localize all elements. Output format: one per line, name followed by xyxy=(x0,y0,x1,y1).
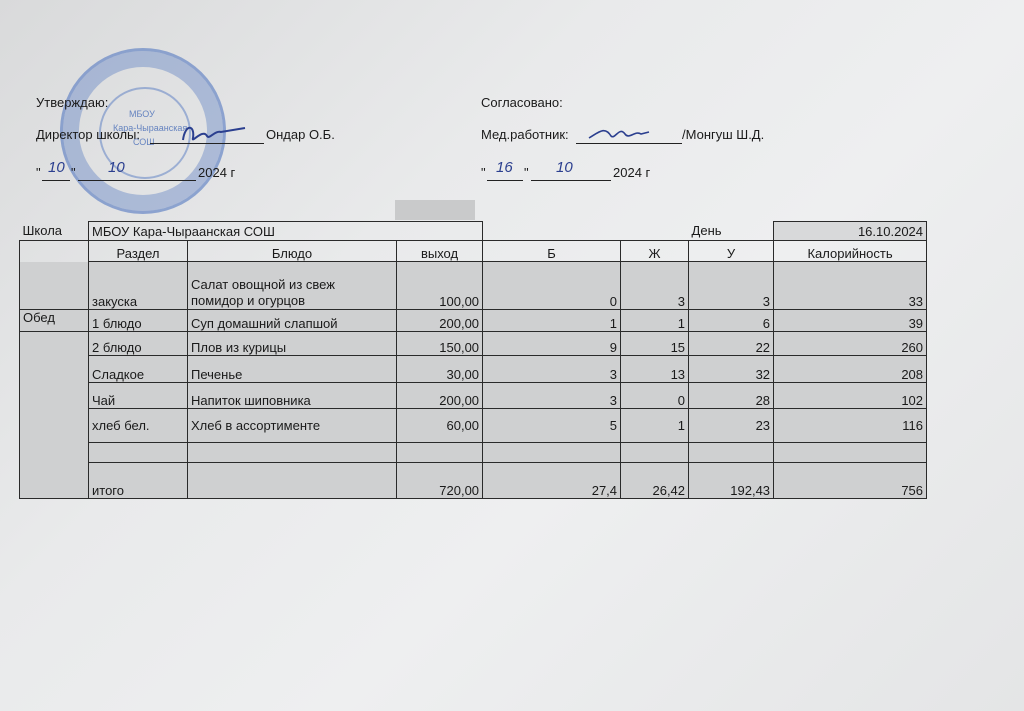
meal-label: Обед xyxy=(20,310,89,332)
table-row xyxy=(20,409,927,443)
row-carbs: 28 xyxy=(689,383,774,409)
row-calories: 116 xyxy=(774,409,927,443)
row-yield: 30,00 xyxy=(397,356,483,383)
spacer-cell xyxy=(397,262,483,274)
right-date-quote-open: " xyxy=(481,165,486,180)
director-role: Директор школы: xyxy=(36,127,140,142)
stamp-line-1: МБОУ xyxy=(129,109,155,119)
director-name: Ондар О.Б. xyxy=(266,127,335,142)
row-dish: Печенье xyxy=(188,356,397,383)
row-section: Сладкое xyxy=(89,356,188,383)
row-dish: Плов из курицы xyxy=(188,332,397,356)
row-carbs: 32 xyxy=(689,356,774,383)
total-carbs: 192,43 xyxy=(689,463,774,499)
row-section: 1 блюдо xyxy=(89,310,188,332)
row-protein: 3 xyxy=(483,383,621,409)
table-row xyxy=(20,332,927,356)
stamp-line-2: Кара-Чыраанская xyxy=(113,123,188,133)
row-protein: 1 xyxy=(483,310,621,332)
row-fat: 0 xyxy=(621,383,689,409)
day-label: День xyxy=(691,223,722,239)
empty-cell xyxy=(689,443,774,463)
row-calories: 33 xyxy=(774,274,927,310)
row-carbs: 23 xyxy=(689,409,774,443)
empty-cell xyxy=(774,443,927,463)
row-carbs: 22 xyxy=(689,332,774,356)
row-yield: 200,00 xyxy=(397,310,483,332)
meal-cell xyxy=(20,443,89,463)
spacer-cell xyxy=(483,262,621,274)
total-fat: 26,42 xyxy=(621,463,689,499)
meal-cell xyxy=(20,274,89,310)
left-date-month-line xyxy=(78,180,196,181)
medic-name: /Монгуш Ш.Д. xyxy=(682,127,765,142)
meal-cell xyxy=(20,332,89,356)
row-dish: Суп домашний слапшой xyxy=(188,310,397,332)
table-row xyxy=(20,383,927,409)
left-date-month: 10 xyxy=(108,159,125,176)
menu-table xyxy=(19,221,927,499)
col-header-dish: Блюдо xyxy=(188,241,397,262)
total-row xyxy=(20,463,927,499)
empty-cell xyxy=(188,443,397,463)
row-dish xyxy=(188,274,397,310)
spacer-cell xyxy=(621,262,689,274)
meal-cell-top xyxy=(20,262,89,274)
left-date-year: 2024 г xyxy=(198,165,236,180)
row-protein: 3 xyxy=(483,356,621,383)
row-section: Чай xyxy=(89,383,188,409)
row-section: 2 блюдо xyxy=(89,332,188,356)
col-header-section: Раздел xyxy=(89,241,188,262)
spacer-row xyxy=(20,262,927,274)
row-dish: Хлеб в ассортименте xyxy=(188,409,397,443)
school-name: МБОУ Кара-Чыраанская СОШ xyxy=(89,222,483,241)
row-protein: 0 xyxy=(483,274,621,310)
school-row xyxy=(20,222,927,241)
row-yield: 150,00 xyxy=(397,332,483,356)
total-dish-empty xyxy=(188,463,397,499)
empty-row xyxy=(20,443,927,463)
meal-cell xyxy=(20,356,89,383)
row-fat: 1 xyxy=(621,310,689,332)
right-date-day-line xyxy=(487,180,523,181)
row-section: закуска xyxy=(89,274,188,310)
school-label: Школа xyxy=(22,223,63,239)
row-protein: 9 xyxy=(483,332,621,356)
school-row-gap xyxy=(483,222,689,241)
meal-cell xyxy=(20,383,89,409)
row-calories: 260 xyxy=(774,332,927,356)
stamp-line-3: СОШ xyxy=(133,137,155,147)
spacer-cell xyxy=(689,262,774,274)
right-date-year: 2024 г xyxy=(613,165,651,180)
table-row xyxy=(20,274,927,310)
row-yield: 200,00 xyxy=(397,383,483,409)
total-calories: 756 xyxy=(774,463,927,499)
spacer-cell xyxy=(188,262,397,274)
medic-role: Мед.работник: xyxy=(481,127,569,142)
row-calories: 102 xyxy=(774,383,927,409)
row-carbs: 3 xyxy=(689,274,774,310)
right-date-day: 16 xyxy=(496,159,513,176)
right-date-quote-close: " xyxy=(524,165,529,180)
row-carbs: 6 xyxy=(689,310,774,332)
left-date-quote-open: " xyxy=(36,165,41,180)
menu-date: 16.10.2024 xyxy=(774,222,927,241)
meal-cell-bottom xyxy=(20,463,89,499)
col-header-carbs: У xyxy=(689,241,774,262)
total-label: итого xyxy=(89,463,188,499)
row-fat: 15 xyxy=(621,332,689,356)
left-date-day-line xyxy=(42,180,70,181)
table-row xyxy=(20,310,927,332)
row-dish: Напиток шиповника xyxy=(188,383,397,409)
col-header-fat: Ж xyxy=(621,241,689,262)
row-fat: 3 xyxy=(621,274,689,310)
empty-cell xyxy=(621,443,689,463)
meal-cell xyxy=(20,409,89,443)
spacer-cell xyxy=(89,262,188,274)
left-date-day: 10 xyxy=(48,159,65,176)
row-dish-line-2: помидор и огурцов xyxy=(191,293,305,308)
approve-title: Утверждаю: xyxy=(36,95,109,110)
empty-cell xyxy=(89,443,188,463)
medic-signature xyxy=(585,120,655,144)
meal-col-header xyxy=(20,241,89,262)
row-fat: 1 xyxy=(621,409,689,443)
row-protein: 5 xyxy=(483,409,621,443)
director-signature xyxy=(175,118,255,146)
col-header-calories: Калорийность xyxy=(774,241,927,262)
agree-title: Согласовано: xyxy=(481,95,563,110)
empty-cell xyxy=(483,443,621,463)
total-protein: 27,4 xyxy=(483,463,621,499)
spacer-cell xyxy=(774,262,927,274)
row-section: хлеб бел. xyxy=(89,409,188,443)
gray-band xyxy=(395,200,475,220)
header-row xyxy=(20,241,927,262)
right-date-month-line xyxy=(531,180,611,181)
col-header-protein: Б xyxy=(483,241,621,262)
empty-cell xyxy=(397,443,483,463)
total-yield: 720,00 xyxy=(397,463,483,499)
row-fat: 13 xyxy=(621,356,689,383)
row-yield: 60,00 xyxy=(397,409,483,443)
row-yield: 100,00 xyxy=(397,274,483,310)
row-calories: 39 xyxy=(774,310,927,332)
col-header-yield: выход xyxy=(397,241,483,262)
table-row xyxy=(20,356,927,383)
right-date-month: 10 xyxy=(556,159,573,176)
row-dish-line-1: Салат овощной из свеж xyxy=(191,277,335,292)
left-date-quote-close: " xyxy=(71,165,76,180)
row-calories: 208 xyxy=(774,356,927,383)
